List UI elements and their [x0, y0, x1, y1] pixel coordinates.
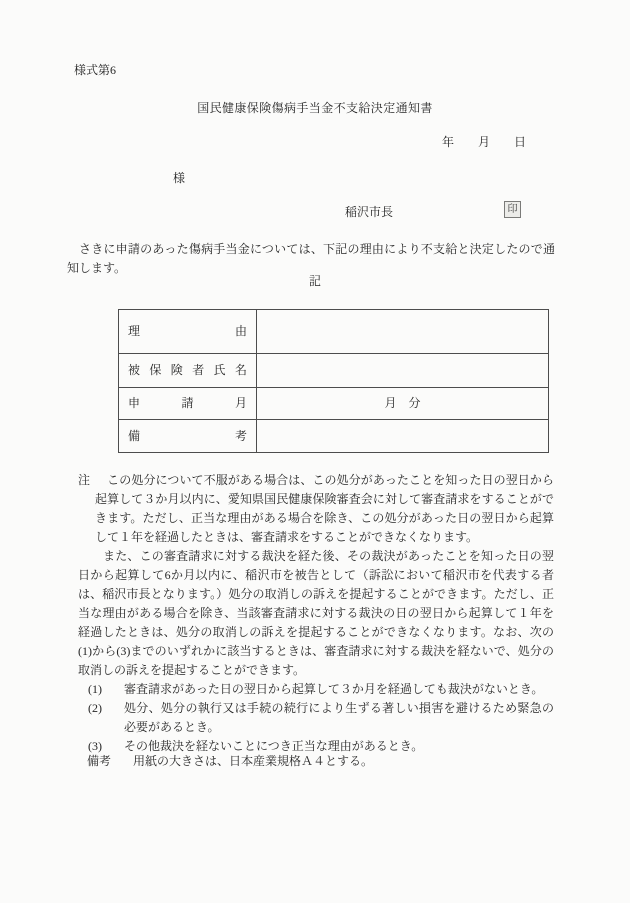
- row-label-reason: 理由: [119, 310, 257, 354]
- table-row-reason: [119, 310, 549, 354]
- date-line: 年 月 日: [442, 135, 527, 149]
- record-heading: 記: [308, 274, 321, 288]
- paper-size-remark: [87, 752, 373, 771]
- row-value-application-month: 月 分: [257, 388, 549, 420]
- note-item-1-marker: (1): [88, 682, 102, 696]
- row-value-remarks: [257, 420, 549, 453]
- note-item-3-marker: (3): [88, 739, 102, 753]
- note-paragraph-2: また、この審査請求に対する裁決を経た後、その裁決があったことを知った日の翌日から起算して6か月以内に、稲沢市を被告として（訴訟において稲沢市を代表する者は、稲沢市長となります。）処分の取消しの訴えを提起することができます。ただし、正当な理由がある場合を除き、当該審査請求に対する裁決の日の翌日から起算して１年を経過したときは、処分の取消しの訴えを提起することができなくなります。なお、次の(1)から(3)までのいずれかに該当するときは、審査請求に対する裁決を経ないで、処分の取消しの訴えを提起することができます。: [78, 549, 554, 677]
- note-item-1: [78, 680, 554, 699]
- note-item-2: [78, 699, 554, 737]
- notice-table: [118, 309, 549, 453]
- row-value-reason: [257, 310, 549, 354]
- note-item-1-text: 審査請求があった日の翌日から起算して３か月を経過しても裁決がないとき。: [124, 682, 544, 696]
- table-row-application-month: [119, 388, 549, 420]
- form-number: 様式第6: [74, 63, 117, 77]
- issuer-name: 稲沢市長: [345, 205, 394, 219]
- row-label-insured-name: 被保険者氏名: [119, 354, 257, 388]
- document-title: 国民健康保険傷病手当金不支給決定通知書: [197, 101, 433, 115]
- seal-placeholder: 印: [504, 201, 521, 218]
- note-block: [78, 471, 554, 756]
- addressee-suffix: 様: [173, 171, 186, 185]
- note-item-2-marker: (2): [88, 701, 102, 715]
- row-value-insured-name: [257, 354, 549, 388]
- note-item-3-text: その他裁決を経ないことにつき正当な理由があるとき。: [124, 739, 424, 753]
- remark-label: 備考: [87, 754, 112, 768]
- note-paragraph-1: [78, 471, 554, 547]
- remark-text: 用紙の大きさは、日本産業規格Ａ４とする。: [133, 754, 374, 768]
- note-item-2-text: 処分、処分の執行又は手続の続行により生ずる著しい損害を避けるため緊急の必要があるとき。: [124, 701, 554, 734]
- note-paragraph-1-text: この処分について不服がある場合は、この処分があったことを知った日の翌日から起算して３か月以内に、愛知県国民健康保険審査会に対して審査請求をすることができます。ただし、正当な理由がある場合を除き、この処分があった日の翌日から起算して１年を経過したときは、審査請求をすることができなくなります。: [95, 473, 554, 544]
- intro-paragraph: さきに申請のあった傷病手当金については、下記の理由により不支給と決定したので通知します。: [67, 242, 555, 275]
- table-row-insured-name: [119, 354, 549, 388]
- note-label: 注: [78, 473, 91, 487]
- row-label-application-month: 申請月: [119, 388, 257, 420]
- table-row-remarks: [119, 420, 549, 453]
- row-label-remarks: 備考: [119, 420, 257, 453]
